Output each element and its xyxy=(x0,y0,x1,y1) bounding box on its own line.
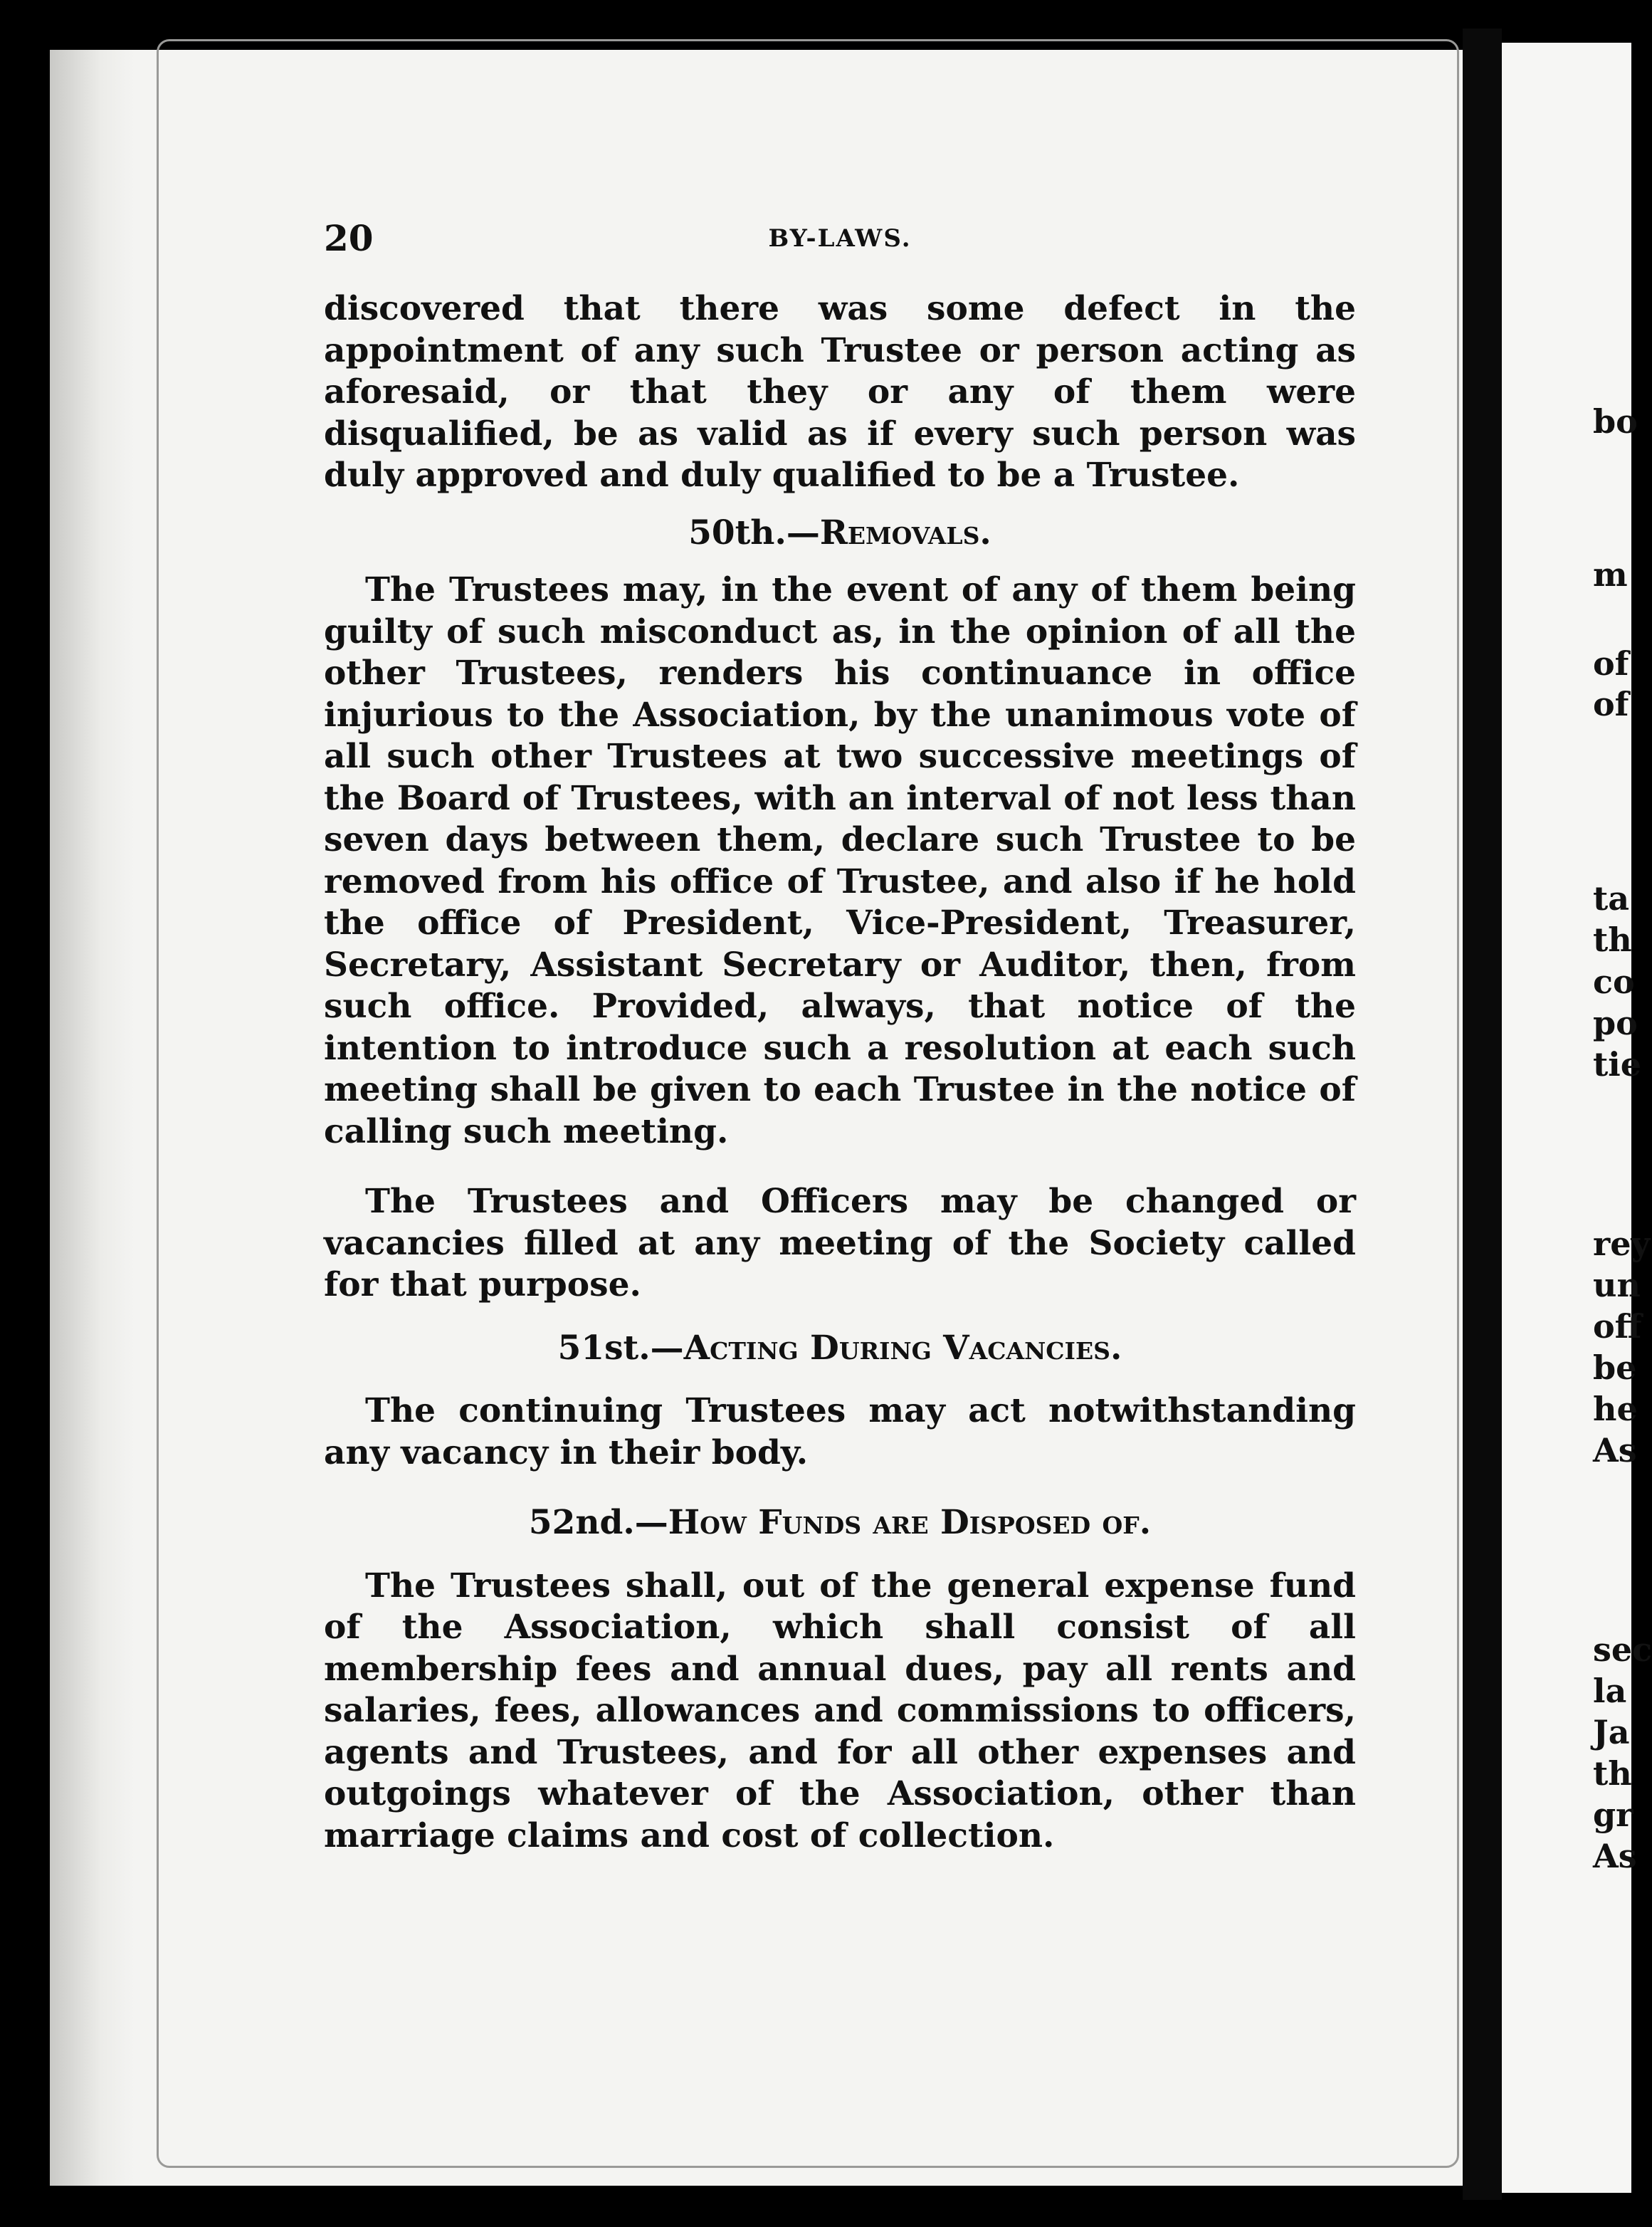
fragment: tie xyxy=(1593,1045,1641,1084)
fragment: un xyxy=(1593,1266,1641,1304)
section-heading-51 xyxy=(324,1328,1356,1370)
fragment: of xyxy=(1593,685,1629,723)
fragment: rey xyxy=(1593,1225,1651,1263)
fragment: be xyxy=(1593,1348,1637,1387)
fragment: off xyxy=(1593,1307,1642,1346)
section-number: 50th.— xyxy=(688,513,820,552)
fragment: he xyxy=(1593,1390,1638,1428)
paragraph: The Trustees shall, out of the general expense fund of the Association, which shall consist of all membership fees and annual dues, pay all rents and salaries, fees, allowances and commissions to officers, agents and Trustees, and for all other expenses and outgoings whatever of the Association, other than marriage claims and cost of collection. xyxy=(324,1566,1356,1855)
fragment: co xyxy=(1593,963,1635,1001)
section-heading-52 xyxy=(324,1502,1356,1544)
page-body xyxy=(324,288,1356,1857)
paragraph: The Trustees and Officers may be changed or vacancies filled at any meeting of the Society called for that purpose. xyxy=(324,1182,1356,1304)
fragment: gr xyxy=(1593,1796,1633,1834)
section-heading-50 xyxy=(324,513,1356,555)
page-number: 20 xyxy=(324,217,374,259)
continuation-paragraph: discovered that there was some defect in the appointment of any such Trustee or person acting as aforesaid, or that they or any of them were disqualified, be as valid as if every such person was duly approved and duly qualified to be a Trustee. xyxy=(324,289,1356,495)
fragment: m xyxy=(1593,555,1628,594)
fragment: th xyxy=(1593,1754,1632,1793)
paragraph: The Trustees may, in the event of any of them being guilty of such misconduct as, in the opinion of all the other Trustees, renders his continuance in office injurious to the Association, by the unanimous vote of all such other Trustees at two successive meetings of the Board of Trustees, with an interval of not less than seven days between them, declare such Trustee to be removed from his office of Trustee, and also if he hold the office of President, Vice-President, Treasurer, Secretary, Assistant Secretary or Auditor, then, from such office. Provided, always, that notice of the intention to introduce such a resolution at each such meeting shall be given to each Trustee in the notice of calling such meeting. xyxy=(324,570,1356,1151)
fragment: sec xyxy=(1593,1630,1652,1669)
fragment: As xyxy=(1593,1837,1637,1875)
section-title: Removals. xyxy=(819,513,991,552)
section-number: 51st.— xyxy=(557,1328,684,1368)
page-edge-shadow xyxy=(50,50,135,2186)
fragment: th xyxy=(1593,921,1632,959)
section-title: Acting During Vacancies. xyxy=(683,1328,1122,1368)
page-header xyxy=(324,217,1356,260)
fragment: la xyxy=(1593,1672,1627,1710)
book-gutter xyxy=(1463,28,1502,2200)
running-head: BY-LAWS. xyxy=(768,224,912,253)
fragment: bo xyxy=(1593,402,1638,441)
section-number: 52nd.— xyxy=(528,1503,668,1542)
section-title: How Funds are Disposed of. xyxy=(668,1503,1152,1542)
fragment: As xyxy=(1593,1431,1637,1469)
fragment: ta xyxy=(1593,879,1630,918)
paragraph: The continuing Trustees may act notwithstanding any vacancy in their body. xyxy=(324,1391,1356,1472)
fragment: Ja xyxy=(1593,1713,1630,1751)
fragment: po xyxy=(1593,1004,1638,1042)
fragment: of xyxy=(1593,644,1629,683)
